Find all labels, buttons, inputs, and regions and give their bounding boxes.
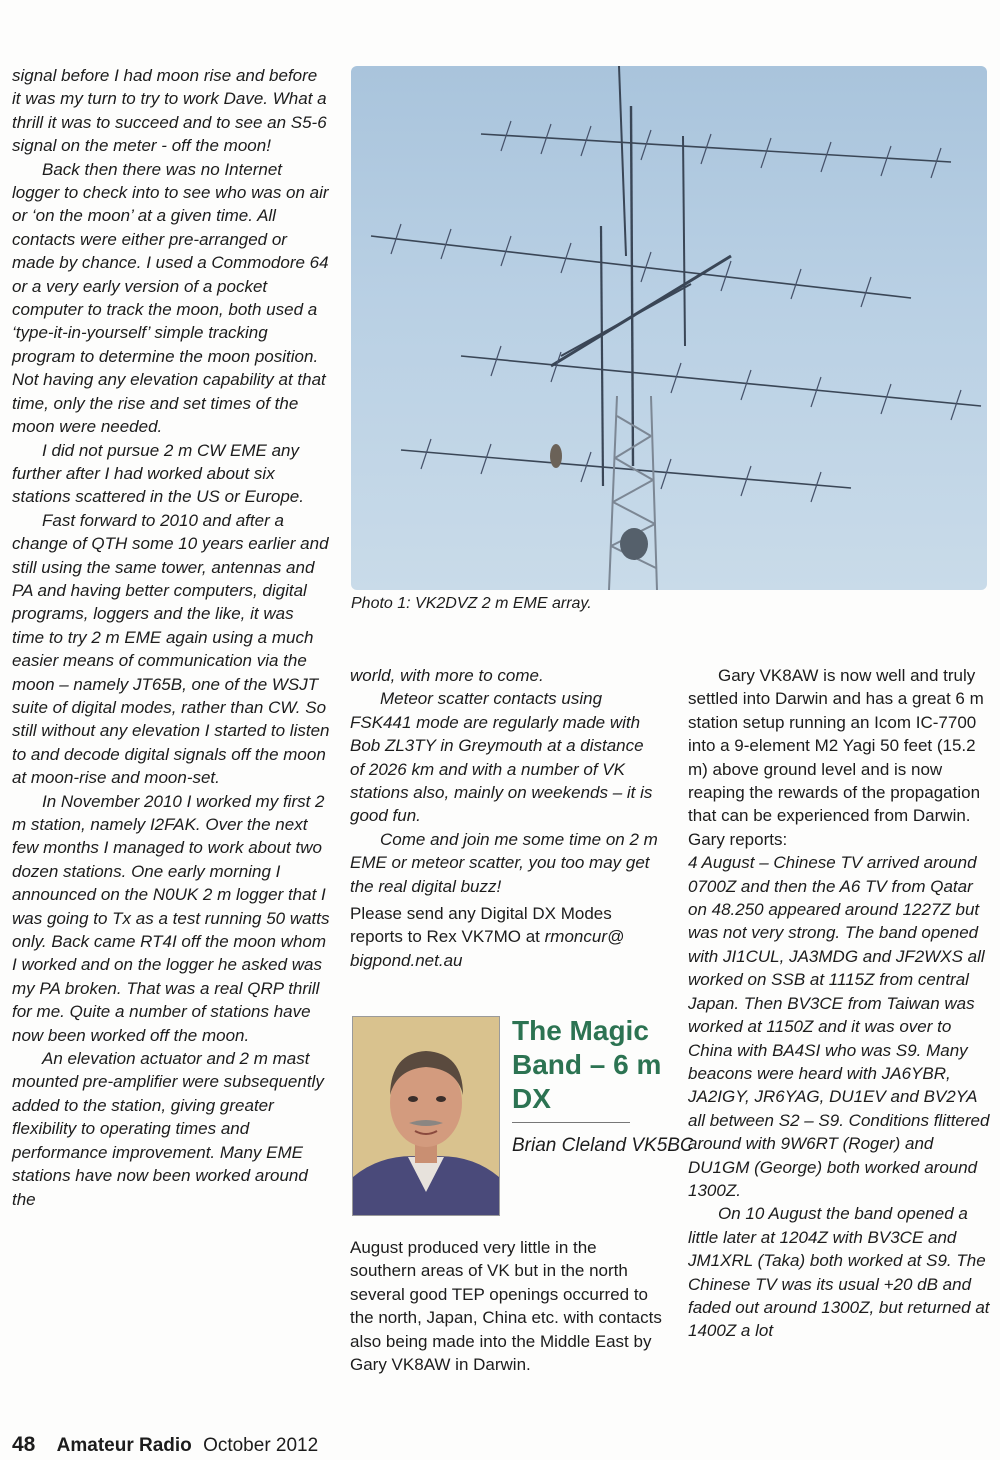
paragraph: I did not pursue 2 m CW EME any further after I had worked about six stations scattered in the US or Europe.	[12, 440, 304, 507]
author-photo	[352, 1016, 500, 1216]
reports-note	[350, 902, 662, 972]
paragraph: Gary VK8AW is now well and truly settled into Darwin and has a great 6 m station setup running an Icom IC-7700 into a 9-element M2 Yagi 50 feet (15.2 m) above ground level and is now reaping the rewards of the propagation that can be experienced from Darwin. Gary reports:	[688, 666, 984, 849]
magazine-name: Amateur Radio	[56, 1435, 192, 1456]
photo-caption: Photo 1: VK2DVZ 2 m EME array.	[351, 595, 592, 612]
antenna-array-photo	[351, 66, 987, 590]
reports-note-text: Please send any Digital DX Modes reports to Rex VK7MO at	[350, 904, 612, 947]
paragraph: Meteor scatter contacts using FSK441 mode are regularly made with Bob ZL3TY in Greymouth at a distance of 2026 km and with a number of VK stations also, mainly on weekends – it is good fun.	[350, 689, 653, 826]
paragraph: In November 2010 I worked my first 2 m station, namely I2FAK. Over the next few months I managed to work about two dozen stations. One early morning I announced on the N0UK 2 m logger that I was going to Tx as a test running 50 watts only. Back came RT4I off the moon whom I worked and on the logger he asked was my PA broken. That was a real QRP thrill for me. Quite a number of stations have now been worked off the moon.	[12, 791, 330, 1045]
email-address: rmoncur@ bigpond.net.au	[350, 927, 625, 970]
paragraph: Back then there was no Internet logger to check into to see who was on air or ‘on the moon’ at a given time. All contacts were either pre-arranged or made by chance. I used a Commodore 64 or a very early version of a pocket computer to track the moon, both used a ‘type-it-in-yourself’ simple tracking program to determine the moon position. Not having any elevation capability at that time, only the rise and set times of the moon were needed.	[12, 159, 329, 437]
page-footer	[12, 1433, 318, 1457]
column-3	[688, 664, 993, 1343]
paragraph: Come and join me some time on 2 m EME or meteor scatter, you too may get the real digital buzz!	[350, 829, 658, 896]
section-intro-block	[350, 1236, 662, 1376]
issue-date: October 2012	[203, 1435, 319, 1456]
paragraph: An elevation actuator and 2 m mast mounted pre-amplifier were subsequently added to the station, giving greater flexibility to operating times and performance improvement. Many EME stations have now been worked around the	[12, 1049, 324, 1209]
page-number: 48	[12, 1433, 36, 1456]
title-divider	[512, 1122, 630, 1123]
section-title: The Magic Band – 6 m DX	[512, 1015, 662, 1114]
paragraph: signal before I had moon rise and before it was my turn to try to work Dave. What a thrill it was to succeed and to see an S5-6 signal on the meter - off the moon!	[12, 66, 327, 156]
paragraph: 4 August – Chinese TV arrived around 0700Z and then the A6 TV from Qatar on 48.250 appeared around 1227Z but was not very strong. The band opened with JI1CUL, JA3MDG and JF2WXS all worked on SSB at 1115Z from central Japan. Then BV3CE from Taiwan was worked at 1150Z and it was over to China with BA4SI who was S9. Many beacons were heard with JA6YBR, JA2IGY, JR6YAG, DU1EV and BV2YA all between S2 – S9. Conditions flittered around with 9W6RT (Roger) and DU1GM (George) both worked around 1300Z.	[688, 853, 990, 1200]
paragraph: Fast forward to 2010 and after a change of QTH some 10 years earlier and still using the same tower, antennas and PA and having better computers, digital programs, loggers and the like, it was time to try 2 m EME again using a much easier means of communication via the moon – namely JT65B, one of the WSJT suite of digital modes, rather than CW. So still without any elevation I started to listen to and decode digital signals off the moon at moon-rise and moon-set.	[12, 510, 330, 788]
author-byline: Brian Cleland VK5BC	[512, 1135, 694, 1156]
paragraph: On 10 August the band opened a little later at 1204Z with BV3CE and JM1XRL (Taka) both worked at S9. The Chinese TV was its usual +20 dB and faded out around 1300Z, but returned at 1400Z a lot	[688, 1204, 990, 1341]
column-2	[350, 664, 662, 972]
paragraph: world, with more to come.	[350, 666, 544, 685]
section-intro: August produced very little in the southern areas of VK but in the north several good TEP openings occurred to the north, Japan, China etc. with contacts also being made into the Middle East by Gary VK8AW in Darwin.	[350, 1238, 662, 1375]
column-1	[12, 64, 330, 1211]
antenna-array-illustration	[351, 66, 987, 590]
